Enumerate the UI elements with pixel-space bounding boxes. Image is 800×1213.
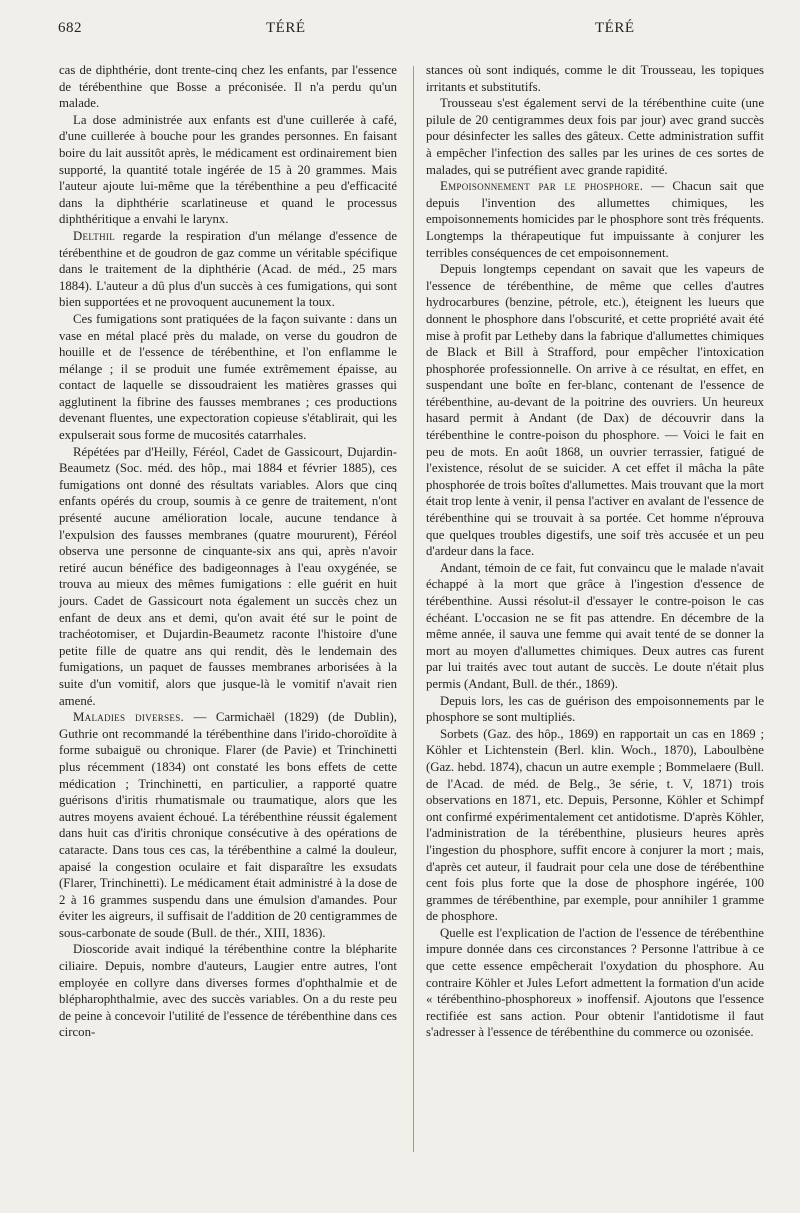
paragraph	[426, 261, 764, 560]
paragraph	[59, 62, 397, 112]
paragraph-lead: Empoisonnement par le phosphore.	[440, 179, 644, 194]
running-title-left: TÉRÉ	[266, 20, 306, 36]
paragraph-text: Répétées par d'Heilly, Féréol, Cadet de Gassicourt, Dujardin-Beaumetz (Soc. méd. des hôp., mai 1884 et février 1885), ces fumigations ont donné des résultats variables. Alors que cinq enfants opérés du croup, soumis à ce genre de traitement, n'ont présenté aucune amélioration locale, aucune tendance à l'expulsion des fausses membranes (quatre moururent), Féréol observa une personne de cinquante-six ans qui, après n'avoir retiré aucun bénéfice des badigeonnages à l'eau oxygénée, se trouva au mieux des mêmes fumigations : elle guérit en huit jours. Cadet de Gassicourt nota également un succès chez un enfant de deux ans et demi, qu'on avait été sur le point de trachéotomiser, et Dujardin-Beaumetz raconte l'histoire d'une petite fille de quatre ans qui rendit, dès le lendemain des fumigations, un paquet de fausses membranes arborisées à la suite d'un vomitif, alors que jusque-là le vomitif n'avait rien amené.	[59, 444, 397, 708]
paragraph	[59, 311, 397, 444]
paragraph	[426, 62, 764, 95]
paragraph	[59, 709, 397, 941]
paragraph-text: regarde la respiration d'un mélange d'essence de térébenthine et de goudron de gaz comme un véritable spécifique dans le traitement de la diphthérie (Acad. de méd., 25 mars 1884). L'auteur a dû plus d'un succès à ces fumigations, qui sont bien supportées et ne provoquent aucunement la toux.	[59, 228, 397, 310]
paragraph-text: Trousseau s'est également servi de la térébenthine cuite (une pilule de 20 centigrammes deux fois par jour) avec grand succès pour désinfecter les salles des gâteux. Cette administration suffit à empêcher l'infection des salles par les urines de ces sortes de malades, qui se putréfient avec grande rapidité.	[426, 96, 764, 177]
paragraph-text: Andant, témoin de ce fait, fut convaincu que le malade n'avait échappé à la mort que grâce à l'ingestion d'essence de térébenthine. Aussi résolut-il d'essayer le contre-poison le cas échéant. L'occasion ne se fit pas attendre. En décembre de la même année, il sauva une femme qui avait tenté de se donner la mort au moyen d'allumettes chimiques. Deux autres cas furent par lui traités avec tout autant de succès. Le doute n'était plus permis (Andant, Bull. de thér., 1869).	[426, 560, 764, 691]
paragraph-text: Quelle est l'explication de l'action de l'essence de térébenthine impure donnée dans ces circonstances ? Personne l'attribue à ce que cette essence empêcherait l'oxydation du phosphore. Au contraire Köhler et Jules Lefort admettent la formation d'un acide « térébenthino-phosphoreux » inoffensif. Ajoutons que l'essence rectifiée est sans action. Pour obtenir l'antidotisme il faut s'adresser à l'essence de térébenthine du commerce ou ozonisée.	[426, 925, 764, 1040]
paragraph-text: La dose administrée aux enfants est d'une cuillerée à café, d'une cuillerée à bouche pour les grandes personnes. En faisant boire du lait aussitôt après, le médicament est ordinairement bien supporté, la quantité totale ingérée de 15 à 20 grammes. Mais l'auteur ajoute lui-même que la térébenthine a peu d'efficacité dans la diphthérie scarlatineuse et quand le processus diphthéritique a envahi le larynx.	[59, 112, 397, 227]
paragraph-text: Ces fumigations sont pratiquées de la façon suivante : dans un vase en métal placé près du malade, on verse du goudron de houille et de l'essence de térébenthine, et l'on enflamme le mélange ; il se produit une fumée extrêmement épaisse, au contact de laquelle se dissoudraient les matières grasses qui agglutinent la fibrine des fausses membranes ; ces productions devenant fluentes, une expectoration copieuse s'établirait, qui les expulserait sous forme de mucosités catarrhales.	[59, 311, 397, 443]
paragraph	[426, 925, 764, 1041]
paragraph-text: stances où sont indiqués, comme le dit Trousseau, les topiques irritants et substitutifs.	[426, 63, 764, 94]
paragraph-text: — Chacun sait que depuis l'invention des allumettes chimiques, les empoisonnements homicides par le phosphore sont très fréquents. Longtemps la thérapeutique fut impuissante à conjurer les terribles conséquences de cet empoisonnement.	[426, 179, 764, 260]
paragraph	[59, 444, 397, 710]
paragraph	[426, 95, 764, 178]
paragraph-text: — Carmichaël (1829) (de Dublin), Guthrie ont recommandé la térébenthine dans l'irido-choroïdite à forme subaiguë ou chronique. Flarer (de Pavie) et Trinchinetti plus récemment (1834) ont constaté les bons effets de cette médication ; Trinchinetti, en particulier, a rapporté quatre guérisons d'iritis rhumatismale ou traumatique, alors que les autres moyens avaient échoué. La térébenthine réussit également dans huit cas d'iritis chronique consécutive à des opérations de cataracte. Dans tous ces cas, la térébenthine a calmé la douleur, apaisé la congestion oculaire et fait disparaître les exsudats (Flarer, Trinchinetti). Le médicament était administré à la dose de 2 à 16 grammes suspendu dans une émulsion d'amandes. Pour éviter les aigreurs, il suffisait de l'addition de 20 centigrammes de sous-carbonate de soude (Bull. de thér., XIII, 1836).	[59, 710, 397, 940]
paragraph-lead: Maladies diverses.	[73, 710, 185, 725]
paragraph	[59, 228, 397, 311]
paragraph	[426, 178, 764, 261]
paragraph	[426, 726, 764, 925]
paragraph-text: Dioscoride avait indiqué la térébenthine contre la blépharite ciliaire. Depuis, nombre d'auteurs, Laugier entre autres, l'ont employée en collyre dans diverses formes d'ophthalmie et de blépharophthalmie, avec des succès variables. On a du reste peu de peine à concevoir l'utilité de l'essence de térébenthine dans ces circon-	[59, 942, 397, 1040]
paragraph-text: cas de diphthérie, dont trente-cinq chez les enfants, par l'essence de térébenthine que Bosse a préconisée. Il n'a perdu qu'un malade.	[59, 63, 397, 111]
paragraph-text: Depuis lors, les cas de guérison des empoisonnements par le phosphore se sont multipliés.	[426, 693, 764, 725]
page-number: 682	[58, 20, 82, 36]
paragraph	[59, 941, 397, 1041]
column-divider	[413, 66, 414, 1152]
left-column	[59, 62, 397, 1041]
paragraph-lead: Delthil	[73, 228, 116, 243]
right-column	[426, 62, 764, 1041]
paragraph-text: Depuis longtemps cependant on savait que les vapeurs de l'essence de térébenthine, de même que celles d'autres hydrocarbures (benzine, pétrole, etc.), éteignent les lueurs que donnent le phosphore dans l'obscurité, et cette propriété avait été mise à profit par Letheby dans la fabrique d'allumettes chimiques de Black et Bill à Strafford, pour empêcher l'intoxication phosphorée professionnelle. On arrive à ce résultat, en effet, en suspendant une boîte en fer-blanc, contenant de l'essence de térébenthine, au-devant de la poitrine des ouvriers. Un heureux hasard permit à Andant (de Dax) de découvrir dans la térébenthine le contre-poison du phosphore. — Voici le fait en peu de mots. En août 1868, un ouvrier terrassier, fatigué de l'existence, résolut de se suicider. A cet effet il mâcha la pâte phosphorée de trois boîtes d'allumettes. Mais trouvant que la mort était trop lente à venir, il pensa l'activer en avalant de l'essence de térébenthine qui se trouvait à sa portée. Cet homme n'éprouva que quelques troubles digestifs, une soif très accusée et un peu d'ardeur dans la face.	[426, 262, 764, 559]
paragraph	[59, 112, 397, 228]
running-title-right: TÉRÉ	[595, 20, 635, 36]
paragraph-text: Sorbets (Gaz. des hôp., 1869) en rapportait un cas en 1869 ; Köhler et Lichtenstein (Berl. klin. Woch., 1870), Laboulbène (Gaz. hebd. 1874), chacun un autre exemple ; Bommelaere (Bull. de l'Acad. de méd. de Belg., 3e série, t. V, 1871) trois observations en 1871, etc. Depuis, Personne, Köhler et Schimpf ont confirmé expérimentalement cet antidotisme. D'après Köhler, l'administration de la térébenthine, plusieurs heures après l'ingestion du phosphore, suffit encore à conjurer la mort ; mais, d'après cet auteur, il faudrait pour cela une dose de térébenthine cent fois plus forte que la dose de phosphore ingérée, 100 grammes de térébenthine, par exemple, pour annihiler 1 gramme de phosphore.	[426, 726, 764, 924]
paragraph	[426, 693, 764, 726]
page-header	[58, 16, 768, 46]
paragraph	[426, 560, 764, 693]
